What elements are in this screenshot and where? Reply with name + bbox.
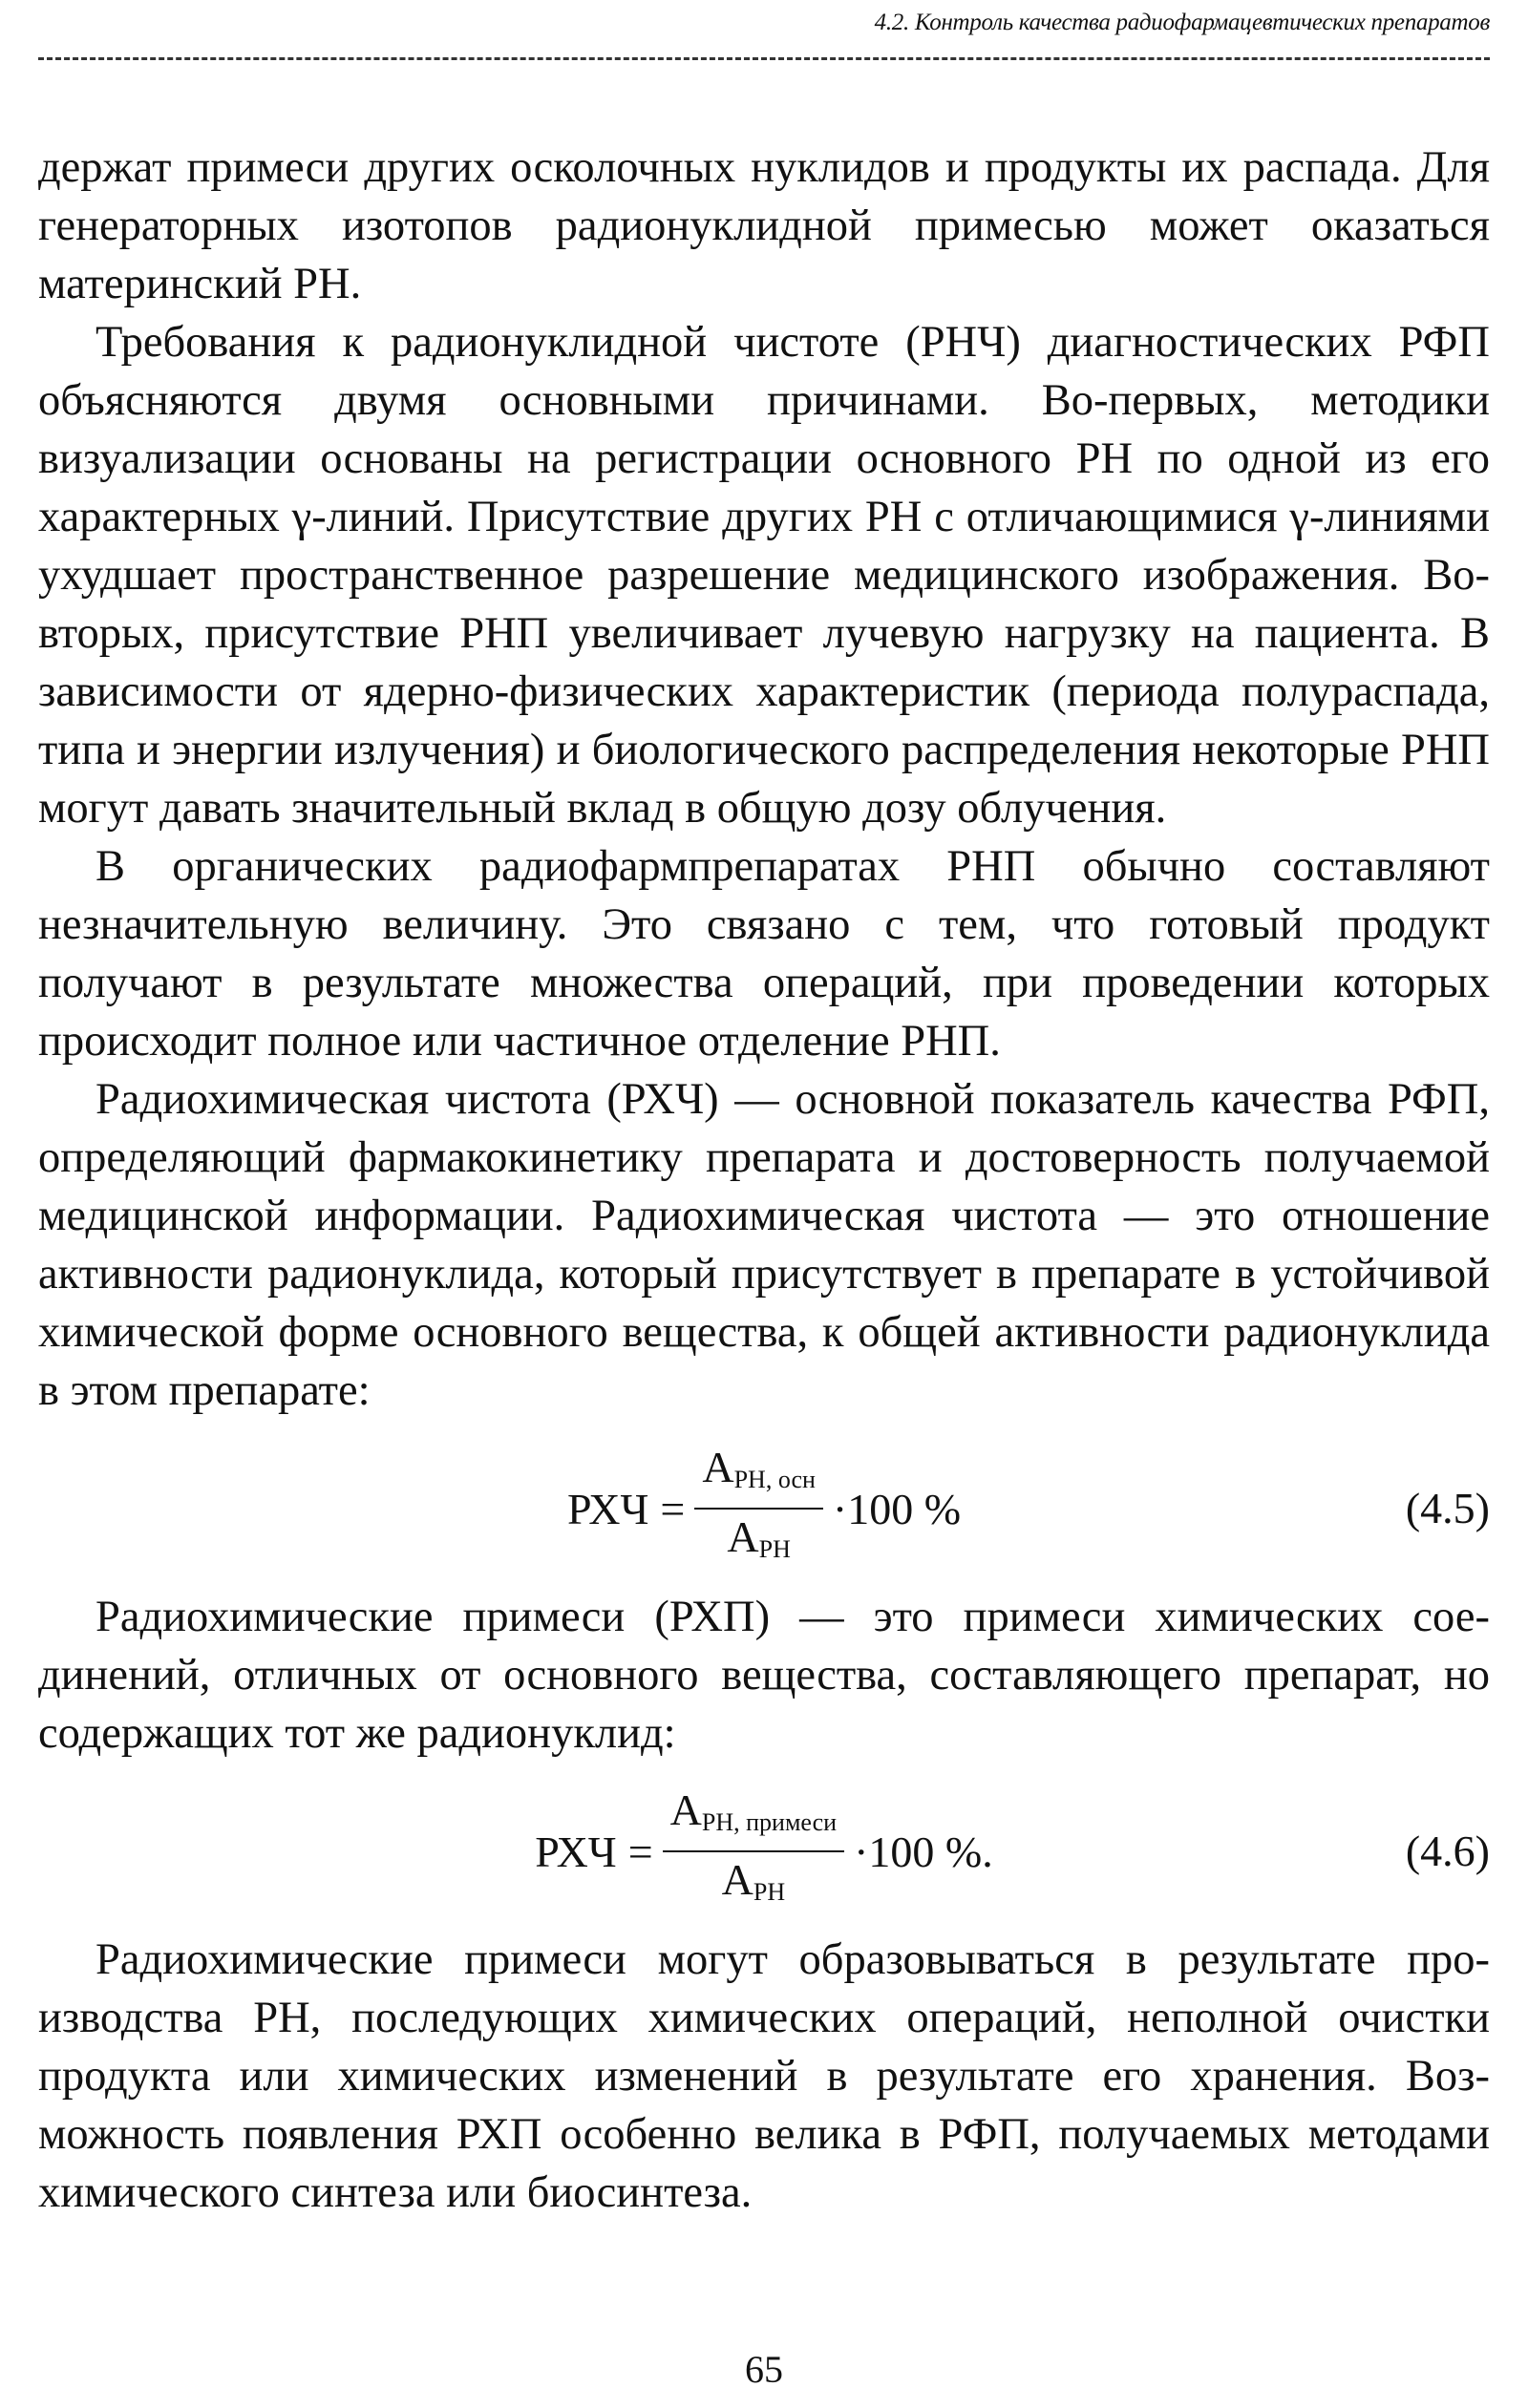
equation-multiplier: ·100 % — [832, 1484, 962, 1533]
fraction-numerator: $A_{РН, примеси}$ — [663, 1783, 844, 1852]
fraction-numerator: $A_{РН, осн}$ — [694, 1440, 823, 1510]
numerator-subscript: РН, осн — [733, 1466, 816, 1493]
equals-sign: = — [660, 1484, 686, 1533]
denominator-subscript: РН — [753, 1878, 786, 1906]
equation-number: (4.6) — [1405, 1827, 1490, 1875]
paragraph: Радиохимическая чистота (РХЧ) — основной показатель качества РФП, определяющий фармакокинетику препарата и достоверность получаемой медицинской информации. Радиохимическая чистота — это отношение активности радионуклида, который присутствует в препарате в устойчивой химической форме основного вещества, к общей активности радионуклида в этом препарате: — [38, 1075, 1490, 1415]
body-text — [38, 138, 1490, 2222]
running-head: 4.2. Контроль качества радиофармацевтических препаратов — [874, 10, 1490, 35]
equation-number: (4.5) — [1405, 1484, 1490, 1532]
fraction — [694, 1440, 823, 1577]
header-dashed-rule — [38, 57, 1490, 60]
equation-lhs: РХЧ — [535, 1827, 617, 1876]
formula — [38, 1780, 1490, 1923]
paragraph-continued: держат примеси других осколочных нуклидов и продукты их распада. Для генераторных изотопов радионуклидной примесью может оказаться материнский РН. — [38, 143, 1490, 308]
equation-multiplier: ·100 %. — [854, 1827, 993, 1876]
equation-4-5 — [38, 1437, 1490, 1580]
fraction-denominator: $A_{РН}$ — [727, 1512, 791, 1563]
fraction — [663, 1783, 844, 1920]
denominator-subscript: РН — [758, 1535, 791, 1563]
paragraph: Требования к радионуклидной чистоте (РНЧ) диагностических РФП объясняются двумя основными причинами. Во-первых, методики визуализации основаны на регистрации основного РН по одной из его характерных γ-линий. Присутствие других РН с отличающимися γ-линиями ухудшает пространственное разрешение медицинского изображения. Во-вторых, присутствие РНП увеличивает лучевую нагрузку на пациента. В зависимости от ядерно-физических характеристик (периода полураспада, типа и энергии излучения) и биологического распределения некоторые РНП могут давать значительный вклад в общую дозу облучения. — [38, 318, 1490, 833]
page-number: 65 — [745, 2348, 783, 2391]
equation-lhs: РХЧ — [566, 1484, 649, 1533]
paragraph: Радиохимические примеси (РХП) — это примеси химических соединений, отличных от основного вещества, составляющего препарат, но содержащих тот же радионуклид: — [38, 1593, 1490, 1758]
formula — [38, 1437, 1490, 1580]
equals-sign: = — [627, 1827, 653, 1876]
numerator-subscript: РН, примеси — [701, 1808, 838, 1836]
fraction-denominator: $A_{РН}$ — [721, 1855, 786, 1906]
paragraph: В органических радиофармпрепаратах РНП обычно составляют незначительную величину. Это связано с тем, что готовый продукт получают в результате множества операций, при проведении которых происходит полное или частичное отделение РНП. — [38, 842, 1490, 1066]
equation-4-6 — [38, 1780, 1490, 1923]
paragraph: Радиохимические примеси могут образовываться в результате производства РН, последующих химических операций, неполной очистки продукта или химических изменений в результате его хранения. Возможность появления РХП особенно велика в РФП, получаемых методами химического синтеза или биосинтеза. — [38, 1935, 1490, 2217]
